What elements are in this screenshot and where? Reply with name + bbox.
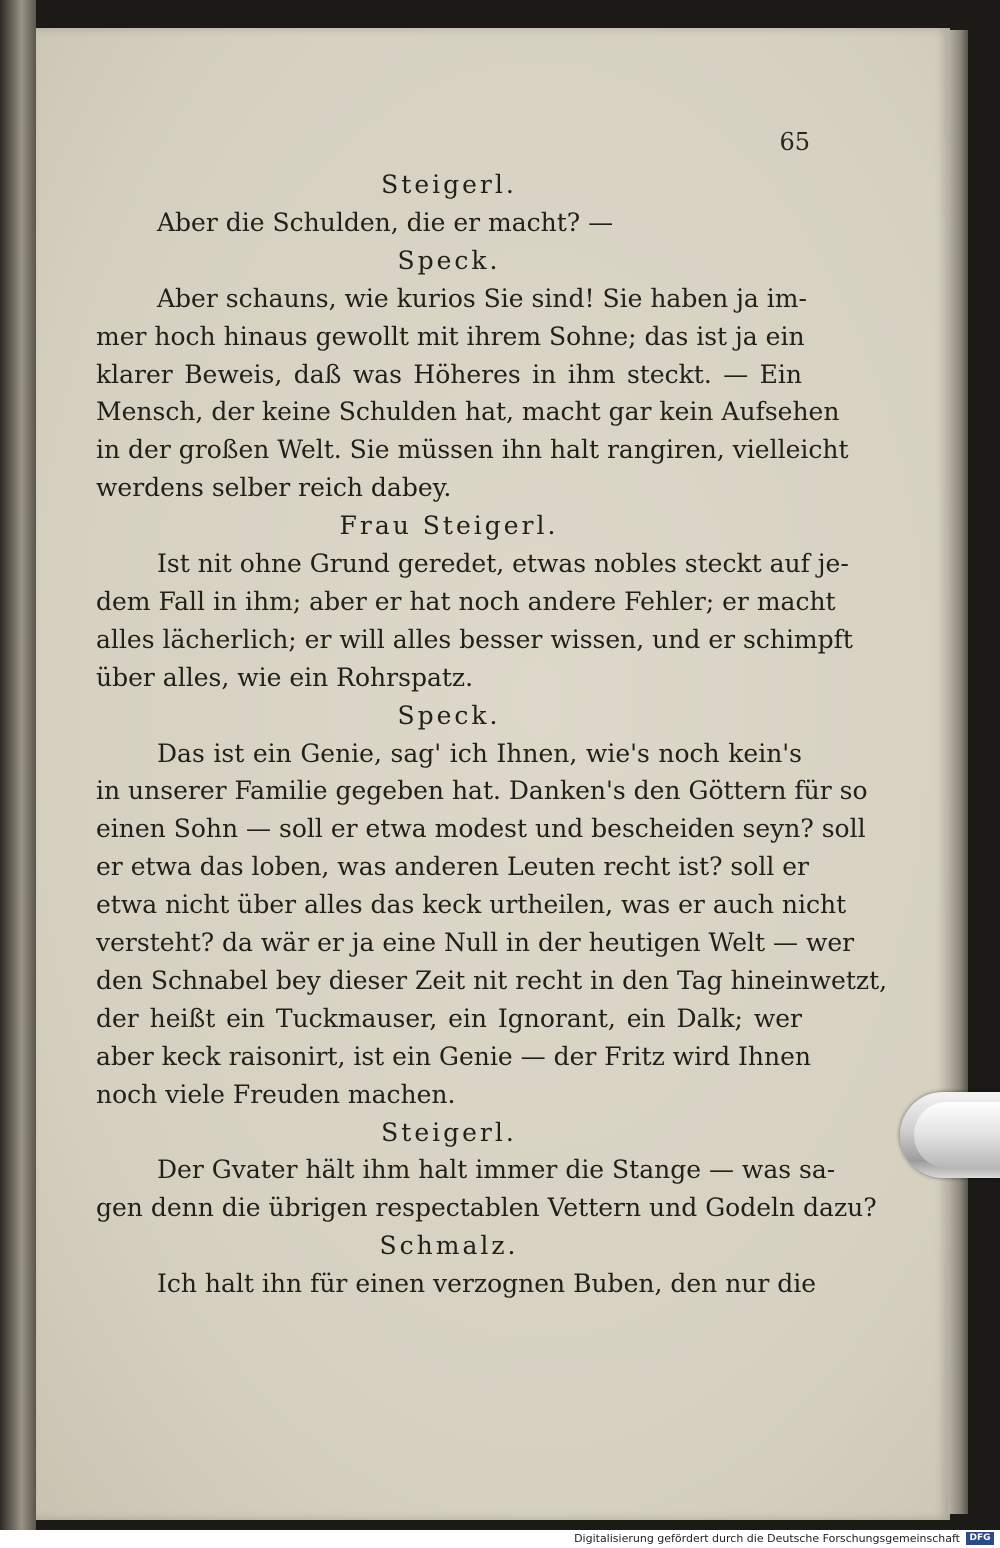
text-line: in der großen Welt. Sie müssen ihn halt rangiren, vielleicht (96, 435, 849, 464)
text-line: in unserer Familie gegeben hat. Danken's den Göttern für so (96, 776, 868, 805)
page-edge-shadow (948, 30, 968, 1514)
text-line: versteht? da wär er ja eine Null in der heutigen Welt — wer (96, 928, 855, 957)
text-line: dem Fall in ihm; aber er hat noch andere Fehler; er macht (96, 587, 836, 616)
text-line: der heißt ein Tuckmauser, ein Ignorant, ein Dalk; wer (96, 1004, 802, 1033)
page-number: 65 (779, 128, 810, 156)
text-line: Ich halt ihn für einen verzognen Buben, den nur die (157, 1269, 817, 1298)
speaker-name: Steigerl. (381, 1118, 517, 1147)
text-line: er etwa das loben, was anderen Leuten recht ist? soll er (96, 852, 810, 881)
text-line: Mensch, der keine Schulden hat, macht gar kein Aufsehen (96, 397, 840, 426)
text-line: Aber schauns, wie kurios Sie sind! Sie haben ja im- (157, 284, 807, 313)
text-line: Das ist ein Genie, sag' ich Ihnen, wie's noch kein's (157, 739, 802, 768)
text-line: etwa nicht über alles das keck urtheilen, was er auch nicht (96, 890, 847, 919)
dfg-logo-icon: DFG (966, 1532, 994, 1545)
speaker-name: Steigerl. (381, 170, 517, 199)
speaker-name: Speck. (397, 246, 501, 275)
speaker-name: Frau Steigerl. (339, 511, 559, 540)
text-line: Aber die Schulden, die er macht? — (157, 208, 614, 237)
left-page-edge (0, 0, 36, 1530)
speaker-name: Schmalz. (379, 1231, 519, 1260)
page-clip (900, 1092, 1000, 1178)
speaker-name: Speck. (397, 701, 501, 730)
text-line: alles lächerlich; er will alles besser wissen, und er schimpft (96, 625, 853, 654)
text-line: klarer Beweis, daß was Höheres in ihm steckt. — Ein (96, 360, 802, 389)
text-line: Der Gvater hält ihm halt immer die Stange — was sa- (157, 1155, 836, 1184)
footer-credit: Digitalisierung gefördert durch die Deutsche Forschungsgemeinschaft (574, 1532, 960, 1545)
page-clip-highlight (914, 1102, 1000, 1168)
text-line: über alles, wie ein Rohrspatz. (96, 663, 474, 692)
text-line: den Schnabel bey dieser Zeit nit recht in den Tag hineinwetzt, (96, 966, 888, 995)
footer-bar (0, 1530, 1000, 1548)
text-line: aber keck raisonirt, ist ein Genie — der Fritz wird Ihnen (96, 1042, 811, 1071)
text-line: gen denn die übrigen respectablen Vettern und Godeln dazu? (96, 1193, 877, 1222)
text-line: noch viele Freuden machen. (96, 1080, 456, 1109)
text-line: einen Sohn — soll er etwa modest und bescheiden seyn? soll (96, 814, 866, 843)
text-line: Ist nit ohne Grund geredet, etwas nobles steckt auf je- (157, 549, 849, 578)
text-line: mer hoch hinaus gewollt mit ihrem Sohne; das ist ja ein (96, 322, 805, 351)
text-line: werdens selber reich dabey. (96, 473, 452, 502)
